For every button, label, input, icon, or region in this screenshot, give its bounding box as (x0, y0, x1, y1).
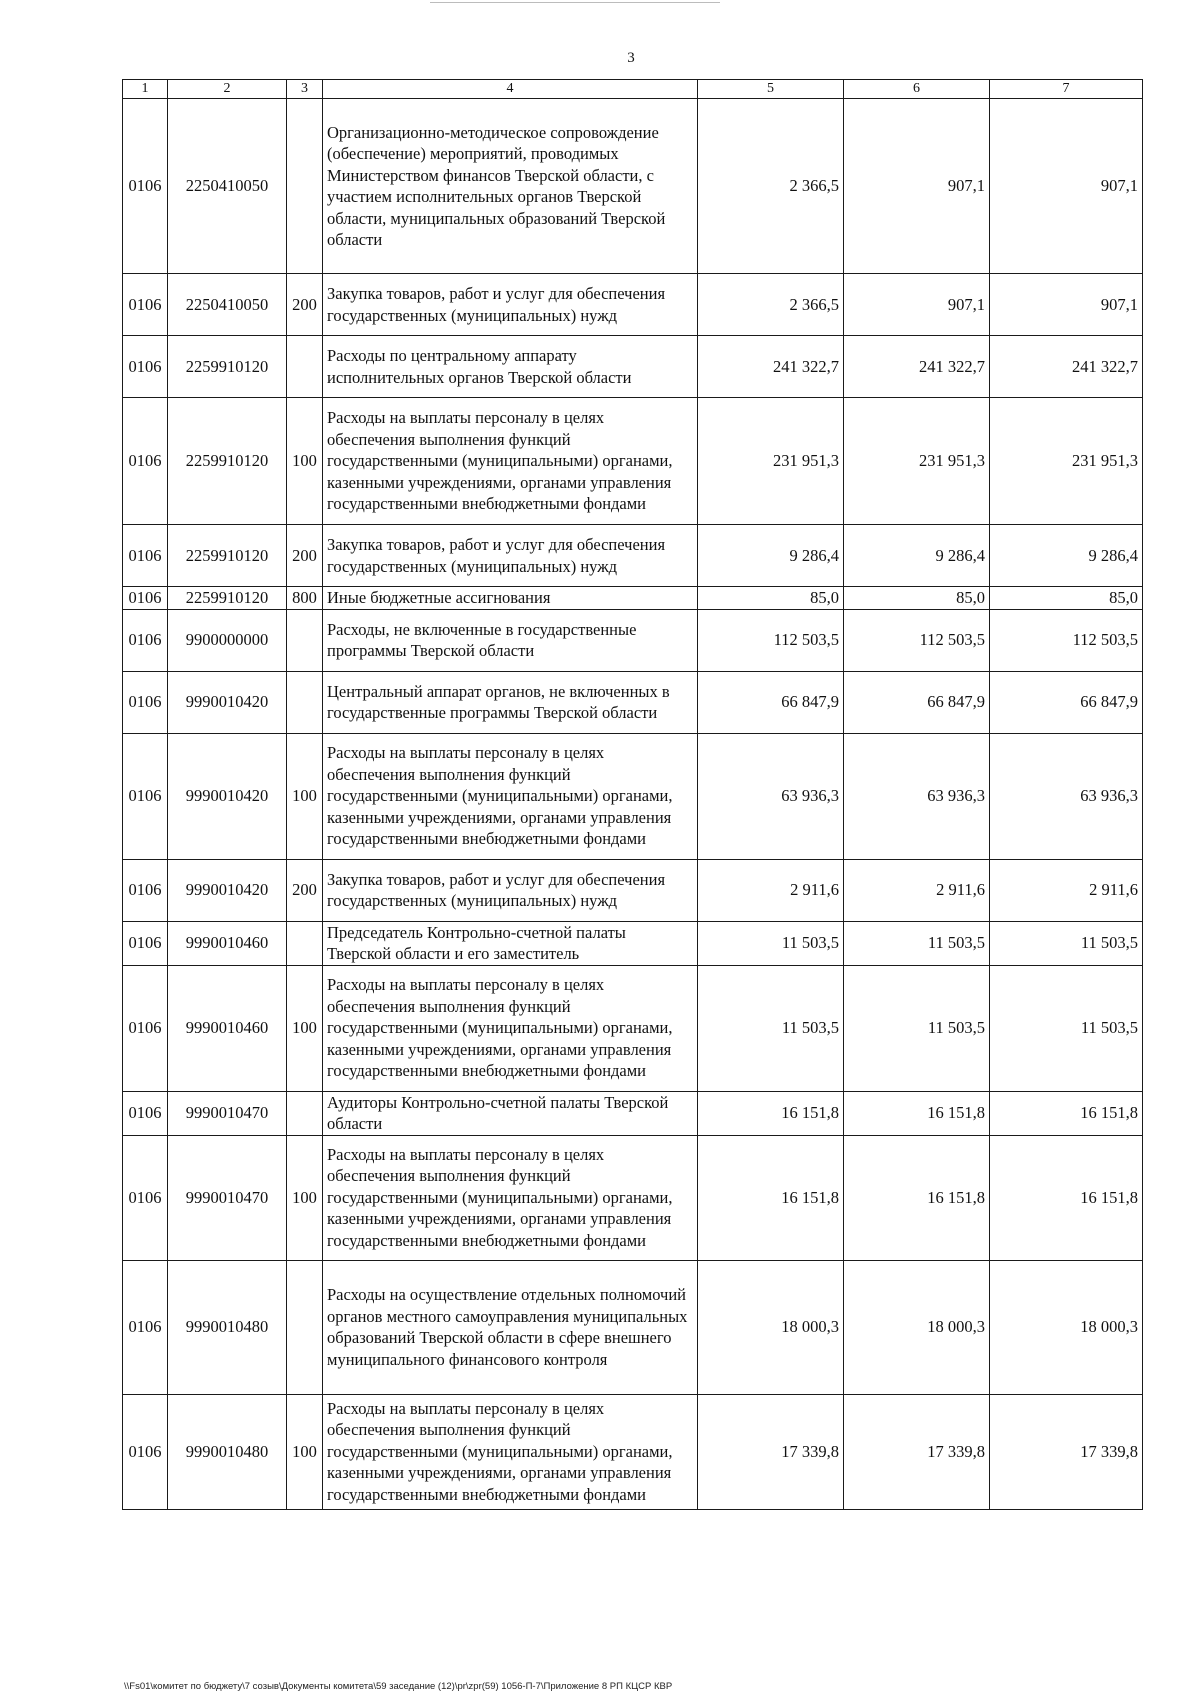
item-name-cell: Расходы на выплаты персоналу в целях обеспечения выполнения функций государственными (муниципальными) органами, казенными учреждениями, органами управления государственными внебюджетными фондами (323, 1135, 698, 1260)
table-row (123, 99, 1143, 274)
section-cell: 0106 (123, 921, 168, 965)
section-cell: 0106 (123, 274, 168, 336)
amount-col7-cell: 85,0 (990, 587, 1143, 610)
table-row (123, 965, 1143, 1091)
item-name-cell: Закупка товаров, работ и услуг для обеспечения государственных (муниципальных) нужд (323, 274, 698, 336)
item-name-cell: Расходы на выплаты персоналу в целях обеспечения выполнения функций государственными (муниципальными) органами, казенными учреждениями, органами управления государственными внебюджетными фондами (323, 1394, 698, 1509)
amount-col6-cell: 85,0 (844, 587, 990, 610)
item-name-cell: Иные бюджетные ассигнования (323, 587, 698, 610)
target-article-cell: 9990010470 (168, 1091, 287, 1135)
amount-col7-cell: 17 339,8 (990, 1394, 1143, 1509)
column-number-row (123, 80, 1143, 99)
amount-col6-cell: 11 503,5 (844, 965, 990, 1091)
amount-col6-cell: 63 936,3 (844, 733, 990, 859)
expense-type-cell (287, 336, 323, 398)
amount-col7-cell: 66 847,9 (990, 671, 1143, 733)
item-name-cell: Центральный аппарат органов, не включенных в государственные программы Тверской области (323, 671, 698, 733)
amount-col7-cell: 907,1 (990, 99, 1143, 274)
amount-col5-cell: 2 366,5 (698, 99, 844, 274)
amount-col5-cell: 66 847,9 (698, 671, 844, 733)
amount-col7-cell: 241 322,7 (990, 336, 1143, 398)
amount-col6-cell: 907,1 (844, 274, 990, 336)
amount-col7-cell: 2 911,6 (990, 859, 1143, 921)
expense-type-cell (287, 1091, 323, 1135)
budget-table (122, 79, 1143, 1510)
expense-type-cell: 100 (287, 733, 323, 859)
target-article-cell: 9990010420 (168, 733, 287, 859)
amount-col5-cell: 18 000,3 (698, 1260, 844, 1394)
item-name-cell: Расходы по центральному аппарату исполнительных органов Тверской области (323, 336, 698, 398)
item-name-cell: Председатель Контрольно-счетной палаты Тверской области и его заместитель (323, 921, 698, 965)
item-name-cell: Расходы на выплаты персоналу в целях обеспечения выполнения функций государственными (муниципальными) органами, казенными учреждениями, органами управления государственными внебюджетными фондами (323, 398, 698, 525)
section-cell: 0106 (123, 99, 168, 274)
table-row (123, 1091, 1143, 1135)
amount-col6-cell: 11 503,5 (844, 921, 990, 965)
amount-col6-cell: 16 151,8 (844, 1135, 990, 1260)
amount-col5-cell: 16 151,8 (698, 1091, 844, 1135)
amount-col6-cell: 112 503,5 (844, 609, 990, 671)
amount-col5-cell: 85,0 (698, 587, 844, 610)
expense-type-cell (287, 609, 323, 671)
amount-col7-cell: 112 503,5 (990, 609, 1143, 671)
table-row (123, 1135, 1143, 1260)
expense-type-cell: 200 (287, 274, 323, 336)
section-cell: 0106 (123, 587, 168, 610)
table-row (123, 1260, 1143, 1394)
section-cell: 0106 (123, 1394, 168, 1509)
amount-col5-cell: 9 286,4 (698, 525, 844, 587)
target-article-cell: 2250410050 (168, 274, 287, 336)
column-number: 5 (698, 80, 844, 99)
target-article-cell: 9900000000 (168, 609, 287, 671)
item-name-cell: Расходы, не включенные в государственные программы Тверской области (323, 609, 698, 671)
item-name-cell: Расходы на осуществление отдельных полномочий органов местного самоуправления муниципальных образований Тверской области в сфере внешнего муниципального финансового контроля (323, 1260, 698, 1394)
expense-type-cell (287, 99, 323, 274)
section-cell: 0106 (123, 965, 168, 1091)
amount-col7-cell: 18 000,3 (990, 1260, 1143, 1394)
amount-col5-cell: 241 322,7 (698, 336, 844, 398)
item-name-cell: Расходы на выплаты персоналу в целях обеспечения выполнения функций государственными (муниципальными) органами, казенными учреждениями, органами управления государственными внебюджетными фондами (323, 965, 698, 1091)
amount-col6-cell: 66 847,9 (844, 671, 990, 733)
table-row (123, 859, 1143, 921)
amount-col6-cell: 17 339,8 (844, 1394, 990, 1509)
item-name-cell: Закупка товаров, работ и услуг для обеспечения государственных (муниципальных) нужд (323, 525, 698, 587)
column-number: 6 (844, 80, 990, 99)
section-cell: 0106 (123, 859, 168, 921)
amount-col5-cell: 17 339,8 (698, 1394, 844, 1509)
amount-col5-cell: 2 366,5 (698, 274, 844, 336)
target-article-cell: 2250410050 (168, 99, 287, 274)
amount-col5-cell: 16 151,8 (698, 1135, 844, 1260)
amount-col7-cell: 16 151,8 (990, 1091, 1143, 1135)
section-cell: 0106 (123, 398, 168, 525)
target-article-cell: 2259910120 (168, 525, 287, 587)
amount-col5-cell: 112 503,5 (698, 609, 844, 671)
amount-col6-cell: 231 951,3 (844, 398, 990, 525)
target-article-cell: 9990010460 (168, 921, 287, 965)
section-cell: 0106 (123, 336, 168, 398)
amount-col6-cell: 16 151,8 (844, 1091, 990, 1135)
target-article-cell: 9990010480 (168, 1260, 287, 1394)
column-number: 2 (168, 80, 287, 99)
table-row (123, 609, 1143, 671)
amount-col6-cell: 9 286,4 (844, 525, 990, 587)
table-row (123, 336, 1143, 398)
target-article-cell: 2259910120 (168, 336, 287, 398)
table-row (123, 921, 1143, 965)
table-row (123, 671, 1143, 733)
target-article-cell: 2259910120 (168, 587, 287, 610)
section-cell: 0106 (123, 671, 168, 733)
section-cell: 0106 (123, 1260, 168, 1394)
item-name-cell: Расходы на выплаты персоналу в целях обеспечения выполнения функций государственными (муниципальными) органами, казенными учреждениями, органами управления государственными внебюджетными фондами (323, 733, 698, 859)
expense-type-cell: 100 (287, 965, 323, 1091)
section-cell: 0106 (123, 733, 168, 859)
section-cell: 0106 (123, 525, 168, 587)
amount-col7-cell: 231 951,3 (990, 398, 1143, 525)
item-name-cell: Аудиторы Контрольно-счетной палаты Тверской области (323, 1091, 698, 1135)
amount-col6-cell: 907,1 (844, 99, 990, 274)
scan-edge-line (430, 2, 720, 3)
amount-col7-cell: 907,1 (990, 274, 1143, 336)
expense-type-cell: 200 (287, 525, 323, 587)
item-name-cell: Организационно-методическое сопровождение (обеспечение) мероприятий, проводимых Министерством финансов Тверской области, с участием исполнительных органов Тверской области, муниципальных образований Тверской области (323, 99, 698, 274)
expense-type-cell: 800 (287, 587, 323, 610)
column-number: 3 (287, 80, 323, 99)
column-number: 1 (123, 80, 168, 99)
amount-col7-cell: 16 151,8 (990, 1135, 1143, 1260)
amount-col7-cell: 9 286,4 (990, 525, 1143, 587)
page-number: 3 (627, 50, 635, 66)
expense-type-cell (287, 921, 323, 965)
expense-type-cell: 100 (287, 398, 323, 525)
amount-col5-cell: 63 936,3 (698, 733, 844, 859)
section-cell: 0106 (123, 609, 168, 671)
table-row (123, 525, 1143, 587)
section-cell: 0106 (123, 1135, 168, 1260)
item-name-cell: Закупка товаров, работ и услуг для обеспечения государственных (муниципальных) нужд (323, 859, 698, 921)
amount-col7-cell: 63 936,3 (990, 733, 1143, 859)
target-article-cell: 2259910120 (168, 398, 287, 525)
section-cell: 0106 (123, 1091, 168, 1135)
column-number: 7 (990, 80, 1143, 99)
expense-type-cell: 200 (287, 859, 323, 921)
table-row (123, 274, 1143, 336)
amount-col5-cell: 11 503,5 (698, 965, 844, 1091)
expense-type-cell: 100 (287, 1135, 323, 1260)
amount-col5-cell: 11 503,5 (698, 921, 844, 965)
amount-col6-cell: 2 911,6 (844, 859, 990, 921)
table-row (123, 733, 1143, 859)
amount-col5-cell: 2 911,6 (698, 859, 844, 921)
amount-col5-cell: 231 951,3 (698, 398, 844, 525)
target-article-cell: 9990010460 (168, 965, 287, 1091)
amount-col7-cell: 11 503,5 (990, 921, 1143, 965)
table-row (123, 1394, 1143, 1509)
expense-type-cell (287, 1260, 323, 1394)
expense-type-cell: 100 (287, 1394, 323, 1509)
target-article-cell: 9990010420 (168, 859, 287, 921)
table-row (123, 398, 1143, 525)
target-article-cell: 9990010480 (168, 1394, 287, 1509)
amount-col6-cell: 18 000,3 (844, 1260, 990, 1394)
amount-col6-cell: 241 322,7 (844, 336, 990, 398)
target-article-cell: 9990010420 (168, 671, 287, 733)
target-article-cell: 9990010470 (168, 1135, 287, 1260)
amount-col7-cell: 11 503,5 (990, 965, 1143, 1091)
column-number: 4 (323, 80, 698, 99)
expense-type-cell (287, 671, 323, 733)
table-row (123, 587, 1143, 610)
footer-file-path: \\Fs01\комитет по бюджету\7 созыв\Документы комитета\59 заседание (12)\pr\zpr(59) 1056-П-7\Приложение 8 РП КЦСР КВР (124, 1681, 673, 1692)
